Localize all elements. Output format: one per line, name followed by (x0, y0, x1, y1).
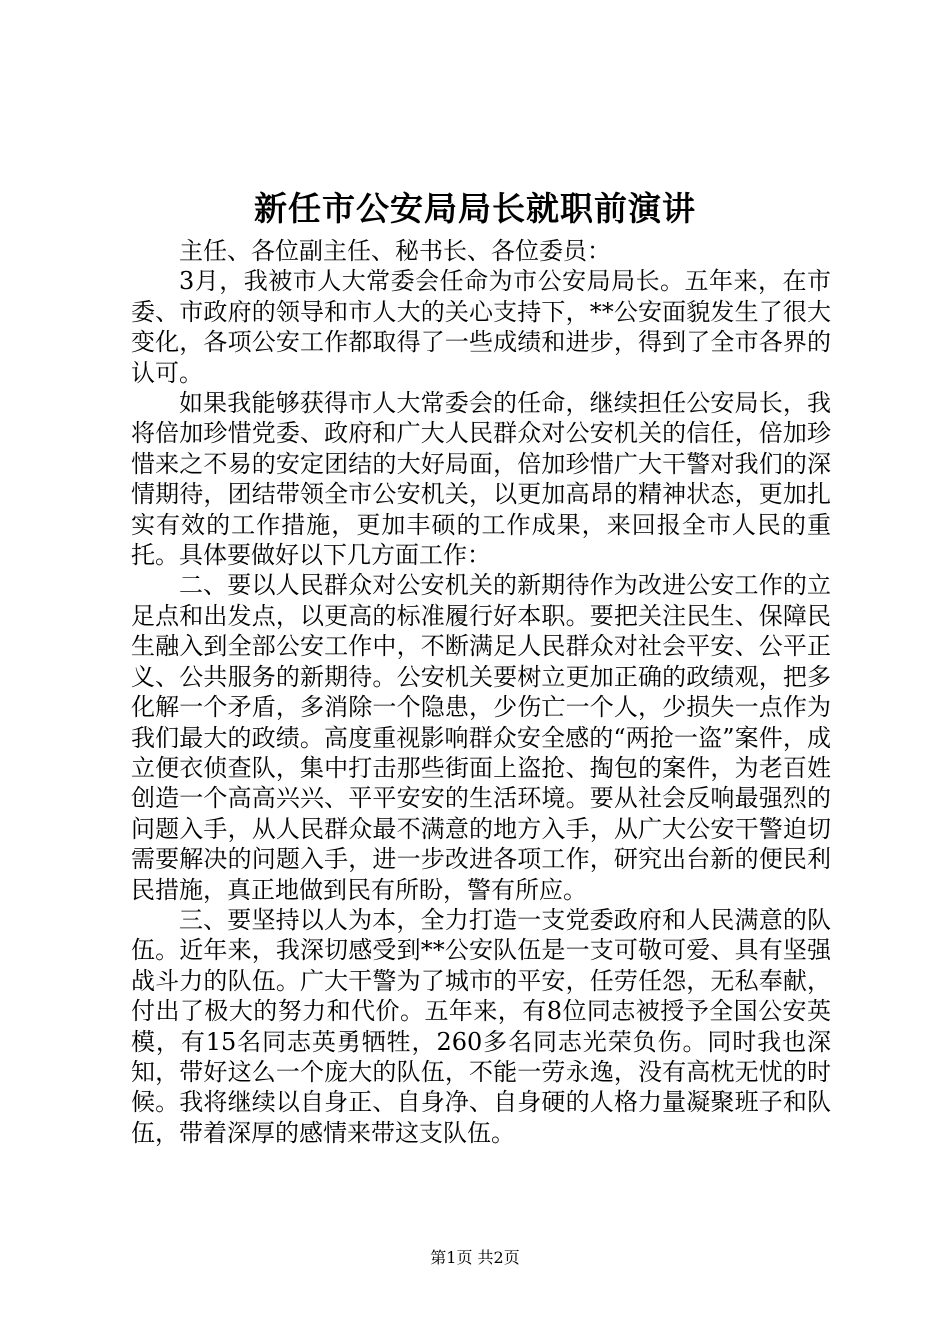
body-paragraph: 3月，我被市人大常委会任命为市公安局局长。五年来，在市委、市政府的领导和市人大的关心支持下，**公安面貌发生了很大变化，各项公安工作都取得了一些成绩和进步，得到了全市各界的认可。 (131, 267, 831, 387)
document-body (131, 236, 831, 1148)
salutation-paragraph: 主任、各位副主任、秘书长、各位委员： (179, 237, 611, 265)
document-title: 新任市公安局局长就职前演讲 (254, 189, 696, 228)
body-paragraph: 如果我能够获得市人大常委会的任命，继续担任公安局长，我将倍加珍惜党委、政府和广大人民群众对公安机关的信任，倍加珍惜来之不易的安定团结的大好局面，倍加珍惜广大干警对我们的深情期待，团结带领全市公安机关，以更加高昂的精神状态，更加扎实有效的工作措施，更加丰硕的工作成果，来回报全市人民的重托。具体要做好以下几方面工作： (131, 389, 831, 570)
page-number-footer: 第1页 共2页 (430, 1248, 520, 1267)
body-paragraph: 二、要以人民群众对公安机关的新期待作为改进公安工作的立足点和出发点，以更高的标准履行好本职。要把关注民生、保障民生融入到全部公安工作中，不断满足人民群众对社会平安、公平正义、公共服务的新期待。公安机关要树立更加正确的政绩观，把多化解一个矛盾，多消除一个隐患，少伤亡一个人，少损失一点作为我们最大的政绩。高度重视影响群众安全感的“两抢一盗”案件，成立便衣侦查队，集中打击那些街面上盗抢、掏包的案件，为老百姓创造一个高高兴兴、平平安安的生活环境。要从社会反响最强烈的问题入手，从人民群众最不满意的地方入手，从广大公安干警迫切需要解决的问题入手，进一步改进各项工作，研究出台新的便民利民措施，真正地做到民有所盼，警有所应。 (131, 571, 831, 904)
body-paragraph: 三、要坚持以人为本，全力打造一支党委政府和人民满意的队伍。近年来，我深切感受到**公安队伍是一支可敬可爱、具有坚强战斗力的队伍。广大干警为了城市的平安，任劳任怨，无私奉献，付出了极大的努力和代价。五年来，有8位同志被授予全国公安英模，有15名同志英勇牺牲，260多名同志光荣负伤。同时我也深知，带好这么一个庞大的队伍，不能一劳永逸，没有高枕无忧的时候。我将继续以自身正、自身净、自身硬的人格力量凝聚班子和队伍，带着深厚的感情来带这支队伍。 (131, 905, 831, 1147)
